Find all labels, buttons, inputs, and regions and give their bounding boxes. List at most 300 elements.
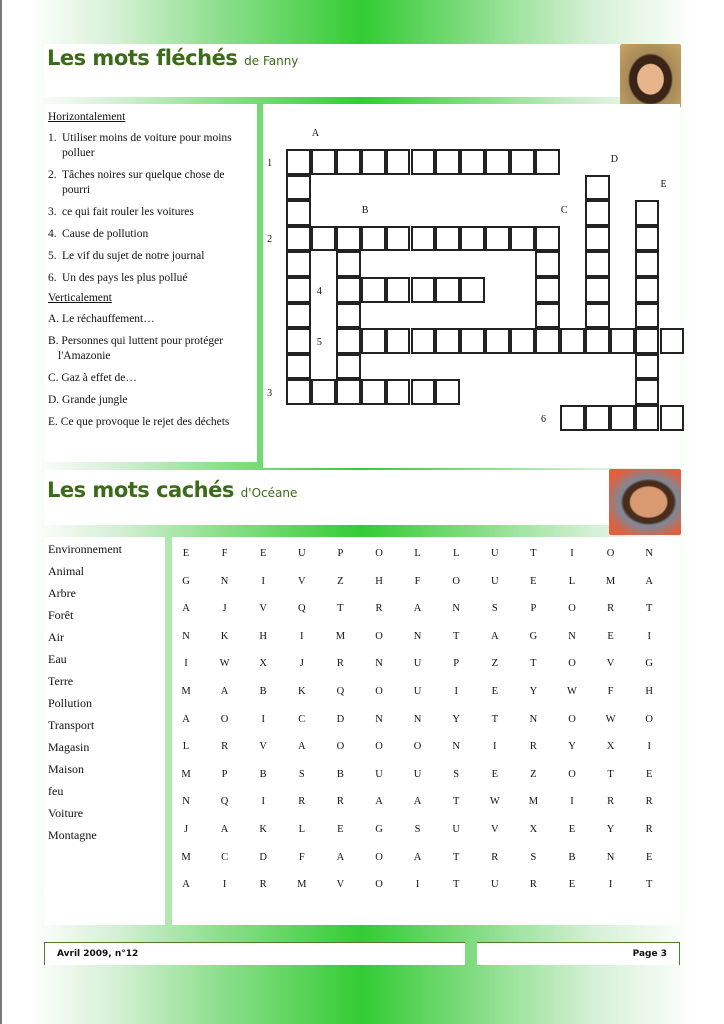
wordsearch-letter[interactable]: E — [530, 575, 537, 587]
wordsearch-letter[interactable]: A — [375, 796, 383, 808]
wordsearch-letter[interactable]: Y — [606, 824, 615, 835]
vertical-clue: C. Gaz à effet de… — [48, 372, 137, 384]
crossword-label-n6: 6 — [540, 413, 546, 425]
wordsearch-letter[interactable]: Q — [336, 686, 345, 697]
wordsearch-letter[interactable]: O — [568, 603, 576, 615]
wordsearch-author: d'Océane — [240, 486, 298, 500]
wordsearch-letter[interactable]: S — [453, 768, 460, 780]
crossword-cell[interactable] — [386, 277, 411, 303]
crossword-cell[interactable] — [411, 149, 436, 175]
wordsearch-letter[interactable]: U — [413, 658, 422, 670]
crossword-cell[interactable] — [286, 226, 311, 252]
horizontal-clue — [48, 168, 254, 198]
clue-text: Tâches noires sur quelque chose de pourri — [62, 169, 225, 196]
wordsearch-letter[interactable]: F — [414, 575, 421, 587]
wordsearch-letter[interactable]: I — [570, 796, 574, 808]
clue-text: Le vif du sujet de notre journal — [62, 250, 205, 262]
crossword-cell[interactable] — [535, 149, 560, 175]
wordsearch-letter[interactable]: O — [375, 686, 383, 697]
wordsearch-letter[interactable]: J — [222, 603, 227, 615]
wordsearch-letter[interactable]: R — [298, 796, 306, 808]
wordsearch-letter[interactable]: B — [336, 768, 344, 780]
wordsearch-letter[interactable]: I — [300, 630, 304, 642]
clue-text: Cause de pollution — [62, 228, 149, 240]
wordsearch-letter[interactable]: L — [568, 575, 576, 587]
wordsearch-letter[interactable]: R — [336, 796, 344, 808]
wordsearch-letter[interactable]: O — [645, 713, 653, 725]
wordsearch-letter[interactable]: O — [375, 851, 383, 863]
wordsearch-letter[interactable]: T — [530, 658, 537, 670]
wordsearch-letter[interactable]: I — [261, 575, 265, 587]
crossword-cell[interactable] — [510, 328, 535, 354]
wordsearch-letter[interactable]: M — [181, 851, 191, 863]
crossword-cell[interactable] — [411, 226, 436, 252]
crossword-cell[interactable] — [610, 328, 635, 354]
wordsearch-letter[interactable]: N — [220, 575, 229, 587]
crossword-cell[interactable] — [361, 379, 386, 405]
crossword-label-B: B — [361, 205, 369, 217]
word-list-item: Arbre — [48, 586, 76, 600]
wordsearch-letter[interactable]: I — [454, 686, 458, 697]
wordsearch-letter[interactable]: S — [530, 851, 537, 863]
crossword-author: de Fanny — [244, 54, 299, 68]
crossword-cell[interactable] — [510, 226, 535, 252]
wordsearch-letter[interactable]: I — [647, 630, 651, 642]
wordsearch-letter[interactable]: I — [415, 879, 420, 891]
wordsearch-letter[interactable]: U — [375, 768, 383, 780]
wordsearch-letter[interactable]: A — [182, 713, 190, 725]
crossword-cell[interactable] — [311, 149, 336, 175]
clue-number: 1. — [48, 132, 57, 144]
wordsearch-letter[interactable]: E — [337, 824, 344, 835]
wordsearch-letter[interactable]: M — [297, 879, 307, 891]
wordsearch-letter[interactable]: U — [413, 768, 422, 780]
wordsearch-letter[interactable]: H — [645, 686, 653, 697]
wordsearch-letter[interactable]: F — [607, 686, 614, 697]
crossword-cell[interactable] — [311, 379, 336, 405]
wordsearch-letter[interactable]: R — [607, 603, 615, 615]
wordsearch-letter[interactable]: I — [261, 713, 265, 725]
crossword-cell[interactable] — [361, 149, 386, 175]
crossword-cell[interactable] — [286, 200, 311, 226]
wordsearch-letter[interactable]: E — [645, 768, 653, 780]
horizontal-clue — [48, 205, 254, 220]
author-photo-oceane — [609, 469, 681, 535]
crossword-cell[interactable] — [386, 226, 411, 252]
crossword-cell[interactable] — [411, 379, 436, 405]
wordsearch-letter[interactable]: H — [375, 575, 383, 587]
crossword-cell[interactable] — [311, 226, 336, 252]
word-list-item: Air — [48, 630, 64, 644]
crossword-cell[interactable] — [585, 277, 610, 303]
crossword-cell[interactable] — [336, 328, 361, 354]
wordsearch-letter[interactable]: O — [568, 768, 576, 780]
crossword-cell[interactable] — [535, 328, 560, 354]
wordsearch-letter[interactable]: I — [222, 879, 227, 891]
wordsearch-letter[interactable]: V — [259, 741, 267, 753]
crossword-cell[interactable] — [286, 277, 311, 303]
wordsearch-letter[interactable]: Q — [220, 796, 229, 808]
crossword-cell[interactable] — [286, 379, 311, 405]
wordsearch-letter[interactable]: P — [221, 768, 228, 780]
crossword-cell[interactable] — [460, 277, 485, 303]
crossword-cell[interactable] — [535, 303, 560, 329]
wordsearch-letter[interactable]: H — [259, 630, 267, 642]
wordsearch-letter[interactable]: R — [259, 879, 267, 891]
wordsearch-letter[interactable]: N — [375, 713, 383, 725]
wordsearch-letter[interactable]: E — [645, 851, 653, 863]
crossword-cell[interactable] — [286, 175, 311, 201]
wordsearch-letter[interactable]: S — [491, 603, 498, 615]
crossword-cell[interactable] — [635, 303, 660, 329]
wordsearch-letter[interactable]: I — [608, 879, 613, 891]
wordsearch-title: Les mots cachés d'Océane — [47, 478, 298, 502]
wordsearch-letter[interactable]: N — [375, 658, 383, 670]
wordsearch-letter[interactable]: T — [607, 768, 614, 780]
wordsearch-letter[interactable]: A — [220, 824, 229, 835]
wordsearch-letter[interactable]: E — [259, 548, 267, 559]
wordsearch-letter[interactable]: P — [453, 658, 460, 670]
wordsearch-letter[interactable]: E — [182, 548, 190, 559]
wordsearch-letter[interactable]: D — [259, 851, 267, 863]
wordsearch-letter[interactable]: K — [298, 686, 306, 697]
wordsearch-letter[interactable]: Z — [491, 658, 498, 670]
wordsearch-letter[interactable]: W — [605, 713, 616, 725]
wordsearch-letter[interactable]: M — [528, 796, 539, 808]
wordsearch-letter[interactable]: I — [570, 548, 574, 559]
wordsearch-letter[interactable]: R — [607, 796, 615, 808]
crossword-cell[interactable] — [361, 328, 386, 354]
crossword-cell[interactable] — [386, 149, 411, 175]
wordsearch-letter[interactable]: O — [220, 713, 229, 725]
wordsearch-letter[interactable]: U — [491, 548, 499, 559]
wordsearch-letter[interactable]: J — [183, 824, 189, 835]
wordsearch-letter[interactable]: N — [529, 713, 538, 725]
wordsearch-letter[interactable]: E — [607, 630, 614, 642]
wordsearch-letter[interactable]: D — [336, 713, 345, 725]
crossword-cell[interactable] — [386, 379, 411, 405]
crossword-cell[interactable] — [460, 149, 485, 175]
crossword-cell[interactable] — [435, 226, 460, 252]
wordsearch-letter[interactable]: W — [219, 658, 230, 670]
wordsearch-letter[interactable]: B — [568, 851, 576, 863]
crossword-cell[interactable] — [585, 200, 610, 226]
wordsearch-letter[interactable]: M — [335, 630, 346, 642]
word-list-item: Environnement — [48, 542, 122, 556]
wordsearch-letter[interactable]: G — [645, 658, 653, 670]
word-list-item: Pollution — [48, 696, 93, 710]
clue-number: 4. — [48, 228, 57, 240]
wordsearch-letter[interactable]: C — [221, 851, 229, 863]
wordsearch-letter[interactable]: V — [491, 824, 499, 835]
crossword-cell[interactable] — [411, 277, 436, 303]
wordsearch-letter[interactable]: U — [413, 686, 422, 697]
vertical-clue: A. Le réchauffement… — [48, 313, 155, 325]
crossword-title: Les mots fléchés de Fanny — [47, 46, 299, 70]
crossword-cell[interactable] — [336, 354, 361, 380]
wordsearch-letter[interactable]: A — [413, 796, 422, 808]
wordsearch-letter[interactable]: Y — [452, 713, 460, 725]
crossword-cell[interactable] — [585, 303, 610, 329]
clue-number: 3. — [48, 206, 57, 218]
wordsearch-letter[interactable]: V — [606, 658, 615, 670]
wordsearch-letter[interactable]: I — [647, 741, 651, 753]
crossword-label-n1: 1 — [267, 157, 273, 169]
crossword-cell[interactable] — [535, 277, 560, 303]
crossword-cell[interactable] — [336, 277, 361, 303]
crossword-cell[interactable] — [286, 303, 311, 329]
wordsearch-letter[interactable]: O — [568, 713, 576, 725]
word-list-item: Terre — [48, 674, 74, 688]
crossword-cell[interactable] — [610, 405, 635, 431]
wordsearch-letter[interactable]: L — [452, 548, 460, 559]
crossword-cell[interactable] — [411, 328, 436, 354]
wordsearch-letter[interactable]: I — [493, 741, 497, 753]
wordsearch-letter[interactable]: N — [413, 630, 422, 642]
wordsearch-letter[interactable]: Y — [568, 741, 576, 753]
crossword-cell[interactable] — [635, 328, 660, 354]
wordsearch-letter[interactable]: E — [568, 824, 576, 835]
wordsearch-letter[interactable]: O — [606, 548, 615, 559]
wordsearch-letter[interactable]: B — [259, 768, 267, 780]
wordsearch-letter[interactable]: N — [182, 630, 190, 642]
wordsearch-letter[interactable]: S — [414, 824, 421, 835]
wordsearch-letter[interactable]: F — [221, 548, 228, 559]
vertical-clue: E. Ce que provoque le rejet des déchets — [48, 416, 230, 428]
crossword-cell[interactable] — [635, 226, 660, 252]
wordsearch-letter[interactable]: Q — [298, 603, 306, 615]
wordsearch-letter[interactable]: U — [298, 548, 306, 559]
wordsearch-letter[interactable]: R — [645, 796, 653, 808]
wordsearch-letter[interactable]: N — [452, 741, 460, 753]
wordsearch-letter[interactable]: T — [530, 548, 537, 559]
wordsearch-letter[interactable]: O — [568, 658, 576, 670]
clue-text: Un des pays les plus pollué — [62, 272, 188, 284]
crossword-cell[interactable] — [460, 226, 485, 252]
crossword-cell[interactable] — [635, 379, 660, 405]
wordsearch-letter[interactable]: V — [259, 603, 267, 615]
crossword-label-D: D — [610, 153, 618, 165]
wordsearch-letter[interactable]: U — [491, 879, 499, 891]
wordsearch-letter[interactable]: T — [491, 713, 498, 725]
horizontal-clue — [48, 249, 254, 264]
vertical-clue: B. Personnes qui luttent pour protéger l'Amazonie — [48, 335, 224, 362]
wordsearch-letter[interactable]: N — [182, 796, 190, 808]
crossword-cell[interactable] — [286, 149, 311, 175]
word-list-item: feu — [48, 784, 64, 798]
wordsearch-letter[interactable]: B — [259, 686, 267, 697]
crossword-label-C: C — [560, 205, 568, 217]
crossword-cell[interactable] — [660, 405, 685, 431]
crossword-cell[interactable] — [485, 226, 510, 252]
crossword-cell[interactable] — [585, 405, 610, 431]
wordsearch-letter[interactable]: R — [221, 741, 229, 753]
wordsearch-letter[interactable]: Z — [530, 768, 537, 780]
horizontal-clue — [48, 131, 254, 161]
clue-number: 5. — [48, 250, 57, 262]
wordsearch-letter[interactable]: R — [529, 879, 537, 891]
wordsearch-letter[interactable]: N — [568, 630, 576, 642]
crossword-cell[interactable] — [635, 200, 660, 226]
crossword-cell[interactable] — [336, 251, 361, 277]
crossword-cell[interactable] — [386, 328, 411, 354]
wordsearch-letter[interactable]: A — [645, 575, 653, 587]
wordsearch-letter[interactable]: A — [413, 603, 422, 615]
wordsearch-letter[interactable]: A — [336, 851, 345, 863]
wordsearch-letter[interactable]: T — [337, 603, 344, 615]
crossword-cell[interactable] — [510, 149, 535, 175]
crossword-cell[interactable] — [535, 251, 560, 277]
wordsearch-letter[interactable]: S — [298, 768, 305, 780]
crossword-cell[interactable] — [485, 149, 510, 175]
wordsearch-letter[interactable]: N — [413, 713, 422, 725]
wordsearch-letter[interactable]: R — [491, 851, 499, 863]
crossword-cell[interactable] — [435, 328, 460, 354]
clues-list — [48, 108, 254, 437]
crossword-cell[interactable] — [460, 328, 485, 354]
word-list-item: Voiture — [48, 806, 84, 820]
wordsearch-letter[interactable]: L — [298, 824, 305, 835]
wordsearch-letter[interactable]: R — [529, 741, 537, 753]
wordsearch-letter[interactable]: M — [605, 575, 616, 587]
wordsearch-letter[interactable]: R — [375, 603, 383, 615]
wordsearch-letter[interactable]: I — [261, 796, 265, 808]
crossword-cell[interactable] — [336, 303, 361, 329]
wordsearch-letter[interactable]: T — [452, 879, 460, 891]
wordsearch-letter[interactable]: W — [567, 686, 577, 697]
wordsearch-letter[interactable]: E — [568, 879, 576, 891]
wordsearch-letter[interactable]: T — [452, 851, 460, 863]
crossword-cell[interactable] — [361, 226, 386, 252]
crossword-cell[interactable] — [336, 149, 361, 175]
wordsearch-letter[interactable]: O — [336, 741, 345, 753]
crossword-cell[interactable] — [435, 149, 460, 175]
crossword-cell[interactable] — [435, 379, 460, 405]
wordsearch-letter[interactable]: A — [220, 686, 229, 697]
wordsearch-letter[interactable]: N — [606, 851, 615, 863]
wordsearch-letter[interactable]: O — [375, 630, 383, 642]
horizontal-heading: Horizontalement — [48, 111, 126, 123]
wordsearch-letter[interactable]: M — [181, 686, 191, 697]
wordsearch-letter[interactable]: T — [452, 630, 460, 642]
crossword-cell[interactable] — [336, 379, 361, 405]
wordsearch-letter[interactable]: O — [413, 741, 422, 753]
crossword-label-n2: 2 — [267, 234, 273, 246]
wordsearch-letter[interactable]: J — [299, 658, 304, 670]
wordsearch-letter[interactable]: X — [529, 824, 538, 835]
crossword-label-n5: 5 — [316, 336, 322, 348]
wordsearch-letter[interactable]: Z — [337, 575, 344, 587]
wordsearch-letter[interactable]: G — [375, 824, 383, 835]
wordsearch-letter[interactable]: G — [182, 575, 190, 587]
crossword-cell[interactable] — [635, 354, 660, 380]
wordsearch-letter[interactable]: A — [298, 741, 306, 753]
wordsearch-letter[interactable]: K — [259, 824, 267, 835]
crossword-cell[interactable] — [560, 405, 585, 431]
crossword-label-E: E — [660, 179, 667, 191]
wordsearch-letter[interactable]: O — [375, 548, 383, 559]
word-list-item: Transport — [48, 718, 95, 732]
footer-page: Page 3 — [477, 942, 680, 965]
wordsearch-letter[interactable]: A — [182, 879, 190, 891]
wordsearch-letter[interactable]: R — [645, 824, 653, 835]
wordsearch-letter[interactable]: Y — [529, 686, 538, 697]
wordsearch-letter[interactable]: T — [645, 603, 653, 615]
wordsearch-letter[interactable]: V — [336, 879, 345, 891]
wordsearch-letter[interactable]: A — [182, 603, 190, 615]
clue-text: ce qui fait rouler les voitures — [62, 206, 194, 218]
wordsearch-letter[interactable]: G — [529, 630, 538, 642]
wordsearch-letter[interactable]: O — [375, 741, 383, 753]
wordsearch-letter[interactable]: W — [489, 796, 500, 808]
vertical-clue: D. Grande jungle — [48, 394, 128, 406]
horizontal-clue — [48, 227, 254, 242]
crossword-cell[interactable] — [535, 226, 560, 252]
wordsearch-letter[interactable]: A — [413, 851, 422, 863]
wordsearch-letter[interactable]: I — [184, 658, 188, 670]
wordsearch-letter[interactable]: E — [491, 686, 498, 697]
wordsearch-letter[interactable]: P — [337, 548, 344, 559]
word-list-item: Forêt — [48, 608, 74, 622]
wordsearch-letter[interactable]: C — [298, 713, 306, 725]
horizontal-clue — [48, 271, 254, 286]
clue-text: Utiliser moins de voiture pour moins polluer — [62, 132, 232, 159]
wordsearch-letter[interactable]: P — [530, 603, 537, 615]
wordsearch-letter[interactable]: O — [452, 575, 460, 587]
wordsearch-letter[interactable]: A — [491, 630, 499, 642]
wordsearch-letter[interactable]: X — [606, 741, 615, 753]
crossword-cell[interactable] — [635, 405, 660, 431]
wordsearch-letter[interactable]: X — [259, 658, 267, 670]
crossword-cell[interactable] — [361, 277, 386, 303]
crossword-cell[interactable] — [635, 251, 660, 277]
crossword-cell[interactable] — [336, 226, 361, 252]
word-list-item: Montagne — [48, 828, 97, 842]
wordsearch-letter[interactable]: E — [491, 768, 498, 780]
crossword-cell[interactable] — [286, 354, 311, 380]
crossword-cell[interactable] — [560, 328, 585, 354]
wordsearch-letter[interactable]: T — [645, 879, 653, 891]
wordsearch-letter[interactable]: L — [182, 741, 190, 753]
word-list-item: Magasin — [48, 740, 90, 754]
wordsearch-letter[interactable]: F — [298, 851, 305, 863]
wordsearch-letter[interactable]: M — [181, 768, 191, 780]
crossword-cell[interactable] — [585, 251, 610, 277]
wordsearch-letter[interactable]: T — [452, 796, 460, 808]
wordsearch-letter[interactable]: K — [220, 630, 229, 642]
wordsearch-letter[interactable]: U — [452, 824, 460, 835]
crossword-cell[interactable] — [585, 328, 610, 354]
wordsearch-letter[interactable]: N — [452, 603, 460, 615]
crossword-cell[interactable] — [435, 277, 460, 303]
wordsearch-letter[interactable]: O — [375, 879, 383, 891]
wordsearch-letter[interactable]: U — [491, 575, 499, 587]
crossword-cell[interactable] — [286, 251, 311, 277]
clue-number: 2. — [48, 169, 57, 181]
crossword-cell[interactable] — [485, 328, 510, 354]
author-photo-fanny — [620, 44, 681, 108]
wordsearch-letter[interactable]: N — [645, 548, 653, 559]
wordsearch-letter[interactable]: R — [336, 658, 344, 670]
crossword-cell[interactable] — [635, 277, 660, 303]
crossword-cell[interactable] — [585, 226, 610, 252]
crossword-cell[interactable] — [660, 328, 685, 354]
word-list-item: Animal — [48, 564, 84, 578]
crossword-cell[interactable] — [585, 175, 610, 201]
wordsearch-letter[interactable]: V — [298, 575, 306, 587]
crossword-cell[interactable] — [286, 328, 311, 354]
wordsearch-letter[interactable]: L — [414, 548, 421, 559]
